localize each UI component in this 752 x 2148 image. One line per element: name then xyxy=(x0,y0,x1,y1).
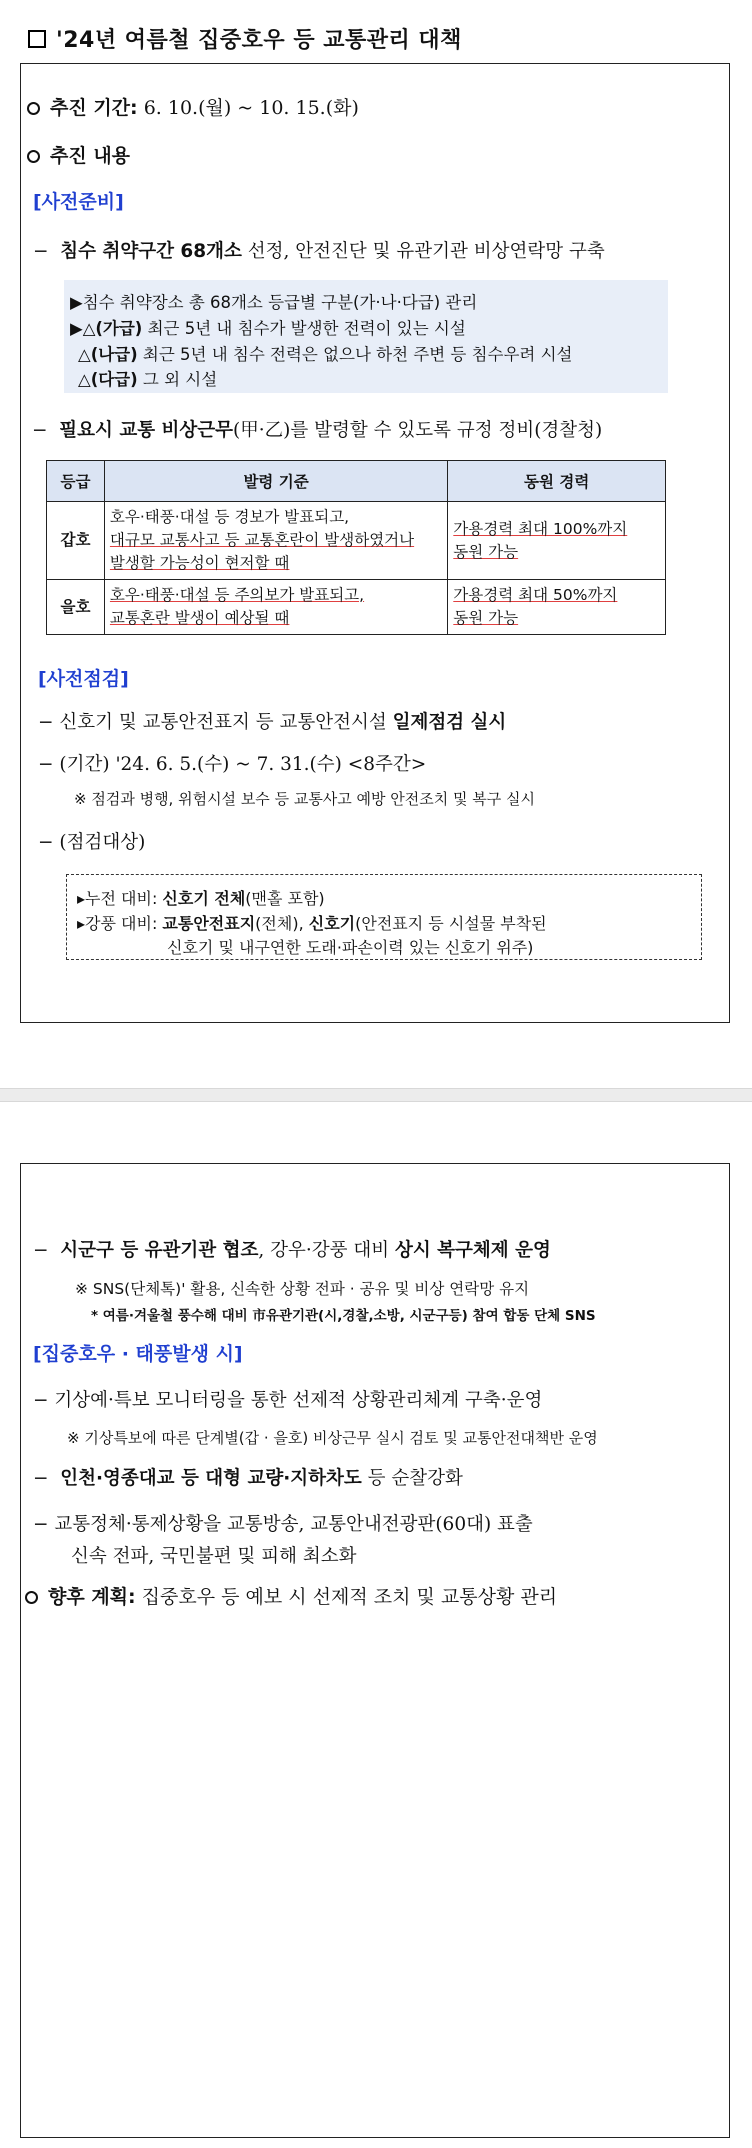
document-title xyxy=(28,18,462,58)
circle-bullet-icon xyxy=(25,1591,38,1604)
emergency-grade-table xyxy=(46,460,666,635)
coop-item: − 시군구 등 유관기관 협조, 강우·강풍 대비 상시 복구체제 운영 xyxy=(33,1240,551,1261)
criteria-cell: 호우·태풍·대설 등 주의보가 발표되고, 교통혼란 발생이 예상될 때 xyxy=(104,580,447,635)
check-note: ※ 점검과 병행, 위험시설 보수 등 교통사고 예방 안전조치 및 복구 실시 xyxy=(74,790,536,808)
congestion-item-cont: 신속 전파, 국민불편 및 피해 최소화 xyxy=(71,1546,357,1567)
circle-bullet-icon xyxy=(27,102,40,115)
mobilization-cell: 가용경력 최대 100%까지 동원 가능 xyxy=(448,502,666,580)
page-separator xyxy=(0,1088,752,1102)
circle-bullet-icon xyxy=(27,150,40,163)
section-heading-storm: [집중호우 · 태풍발생 시] xyxy=(33,1343,243,1365)
section-heading-prep: [사전준비] xyxy=(33,191,124,213)
title-text: '24년 여름철 집중호우 등 교통관리 대책 xyxy=(56,27,462,53)
monitor-item: − 기상예·특보 모니터링을 통한 선제적 상황관리체계 구축·운영 xyxy=(33,1390,543,1411)
period-line: 추진 기간: 6. 10.(월) ~ 10. 15.(화) xyxy=(27,93,359,120)
bridge-item: − 인천·영종대교 등 대형 교량·지하차도 등 순찰강화 xyxy=(33,1468,463,1489)
info-line-2: ▶△(가급) 최근 5년 내 침수가 발생한 전력이 있는 시설 xyxy=(70,319,466,338)
check-item-3: − (점검대상) xyxy=(38,832,146,853)
mobilization-cell: 가용경력 최대 50%까지 동원 가능 xyxy=(448,580,666,635)
future-plan: 향후 계획: 집중호우 등 예보 시 선제적 조치 및 교통상황 관리 xyxy=(25,1582,557,1609)
page-2-frame xyxy=(20,1163,730,2138)
header-criteria: 발령 기준 xyxy=(104,461,447,502)
target-line-3: 신호기 및 내구연한 도래·파손이력 있는 신호기 위주) xyxy=(167,938,534,957)
coop-note-1: ※ SNS(단체톡)' 활용, 신속한 상황 전파 · 공유 및 비상 연락망 유지 xyxy=(75,1280,530,1298)
section-heading-check: [사전점검] xyxy=(38,668,129,690)
info-line-4: △(다급) 그 외 시설 xyxy=(78,370,218,389)
checkbox-square-icon xyxy=(28,30,46,48)
flood-grade-info-box xyxy=(64,280,668,393)
target-line-2: ▸강풍 대비: 교통안전표지(전체), 신호기(안전표지 등 시설물 부착된 xyxy=(77,914,547,933)
monitor-note: ※ 기상특보에 따른 단계별(갑 · 을호) 비상근무 실시 검토 및 교통안전대책반 운영 xyxy=(67,1429,598,1447)
grade-cell: 을호 xyxy=(47,580,105,635)
check-item-1: − 신호기 및 교통안전표지 등 교통안전시설 일제점검 실시 xyxy=(38,712,507,733)
grade-cell: 갑호 xyxy=(47,502,105,580)
target-line-1: ▸누전 대비: 신호기 전체(맨홀 포함) xyxy=(77,889,325,908)
prep-item-2: − 필요시 교통 비상근무(甲·乙)를 발령할 수 있도록 규정 정비(경찰청) xyxy=(32,420,603,441)
header-mobilization: 동원 경력 xyxy=(448,461,666,502)
info-line-3: △(나급) 최근 5년 내 침수 전력은 없으나 하천 주변 등 침수우려 시설 xyxy=(78,345,573,364)
check-item-2: − (기간) '24. 6. 5.(수) ~ 7. 31.(수) <8주간> xyxy=(38,754,427,775)
prep-item-1: − 침수 취약구간 68개소 선정, 안전진단 및 유관기관 비상연락망 구축 xyxy=(33,241,605,262)
info-line-1: ▶침수 취약장소 총 68개소 등급별 구분(가·나·다급) 관리 xyxy=(70,293,478,312)
congestion-item: − 교통정체·통제상황을 교통방송, 교통안내전광판(60대) 표출 xyxy=(33,1514,533,1535)
coop-note-2: * 여름·겨울철 풍수해 대비 市유관기관(시,경찰,소방, 시군구등) 참여 합동 단체 SNS xyxy=(91,1308,596,1324)
inspection-targets-box xyxy=(66,874,702,960)
table-row xyxy=(47,580,666,635)
criteria-cell: 호우·태풍·대설 등 경보가 발표되고, 대규모 교통사고 등 교통혼란이 발생하였거나 발생할 가능성이 현저할 때 xyxy=(104,502,447,580)
header-grade: 등급 xyxy=(47,461,105,502)
table-row xyxy=(47,502,666,580)
content-heading: 추진 내용 xyxy=(27,141,130,168)
table-header-row xyxy=(47,461,666,502)
